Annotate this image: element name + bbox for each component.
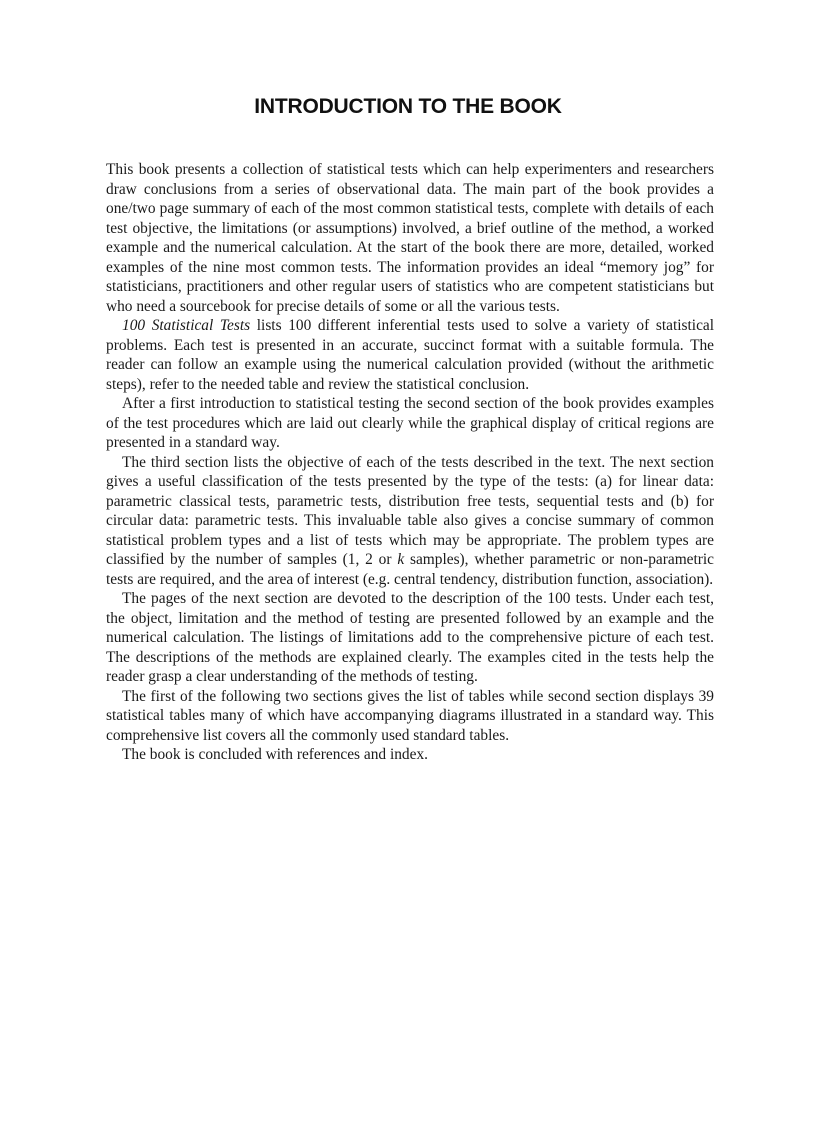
paragraph-text-after: samples), whether parametric or non-parametric tests are required, and the area of interest (e.g. central tendency, distribution function, association). <box>106 551 715 588</box>
paragraph-text-before: The third section lists the objective of each of the tests described in the text. The next section gives a useful classification of the tests presented by the type of the tests: (a) for linear data: parametric classical tests, parametric tests, distribution free tests, sequential tests and (b) for circular data: parametric tests. This invaluable table also gives a concise summary of common statistical problem types and a list of tests which may be appropriate. The problem types are classified by the number of samples (1, 2 or <box>106 453 714 568</box>
k-italic: k <box>397 551 405 568</box>
introduction-body <box>106 160 714 765</box>
paragraph-2 <box>106 316 714 394</box>
page-title: INTRODUCTION TO THE BOOK <box>254 95 562 118</box>
paragraph-text: This book presents a collection of statistical tests which can help experimenters and researchers draw conclusions from a series of observational data. The main part of the book provides a one/two page summary of each of the most common statistical tests, complete with details of each test objective, the limitations (or assumptions) involved, a brief outline of the method, a worked example and the numerical calculation. At the start of the book there are more, detailed, worked examples of the nine most common tests. The information provides an ideal “memory jog” for statisticians, practitioners and other regular users of statistics who are competent statisticians but who need a sourcebook for precise details of some or all the various tests. <box>106 161 714 315</box>
paragraph-4 <box>106 453 714 590</box>
paragraph-7 <box>106 745 714 765</box>
paragraph-text: The pages of the next section are devoted to the description of the 100 tests. Under each test, the object, limitation and the method of testing are presented followed by an example and the numerical calculation. The listings of limitations add to the comprehensive picture of each test. The descriptions of the methods are explained clearly. The examples cited in the tests help the reader grasp a clear understanding of the methods of testing. <box>106 590 714 685</box>
paragraph-text: The book is concluded with references and index. <box>122 746 428 763</box>
paragraph-text: The first of the following two sections gives the list of tables while second section displays 39 statistical tables many of which have accompanying diagrams illustrated in a standard way. This comprehensive list covers all the commonly used standard tables. <box>106 687 714 744</box>
paragraph-text: After a first introduction to statistical testing the second section of the book provides examples of the test procedures which are laid out clearly while the graphical display of critical regions are presented in a standard way. <box>106 395 714 451</box>
paragraph-1 <box>106 160 714 316</box>
paragraph-6 <box>106 687 714 746</box>
book-title-italic: 100 Statistical Tests <box>122 317 251 334</box>
paragraph-text: lists 100 different inferential tests used to solve a variety of statistical problems. Each test is presented in an accurate, succinct format with a suitable formula. The reader can follow an example using the numerical calculation provided (without the arithmetic steps), refer to the needed table and review the statistical conclusion. <box>106 317 715 393</box>
paragraph-5 <box>106 589 714 687</box>
paragraph-3 <box>106 394 714 453</box>
